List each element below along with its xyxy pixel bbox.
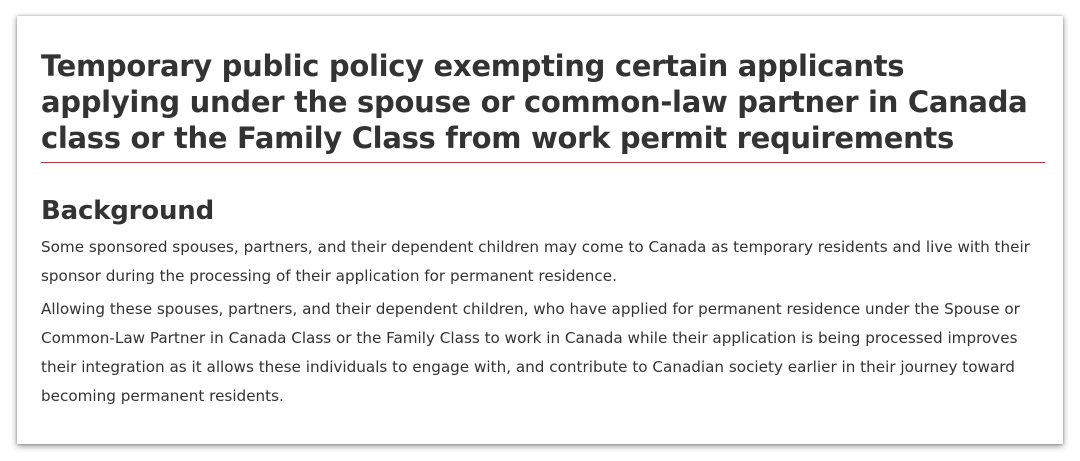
title-divider xyxy=(41,162,1045,163)
page-title: Temporary public policy exempting certain applicants applying under the spouse or common-law partner in Canada class or the Family Class from work permit requirements xyxy=(41,49,1028,155)
paragraph: Some sponsored spouses, partners, and their dependent children may come to Canada as temporary residents and live with their sponsor during the processing of their application for permanent residence. xyxy=(41,238,1030,285)
document-card xyxy=(17,16,1063,444)
paragraph: Allowing these spouses, partners, and their dependent children, who have applied for permanent residence under the Spouse or Common-Law Partner in Canada Class or the Family Class to work in Canada while their application is being processed improves their integration as it allows these individuals to engage with, and contribute to Canadian society earlier in their journey toward becoming permanent residents. xyxy=(41,300,1020,405)
section-heading-background: Background xyxy=(41,196,214,226)
